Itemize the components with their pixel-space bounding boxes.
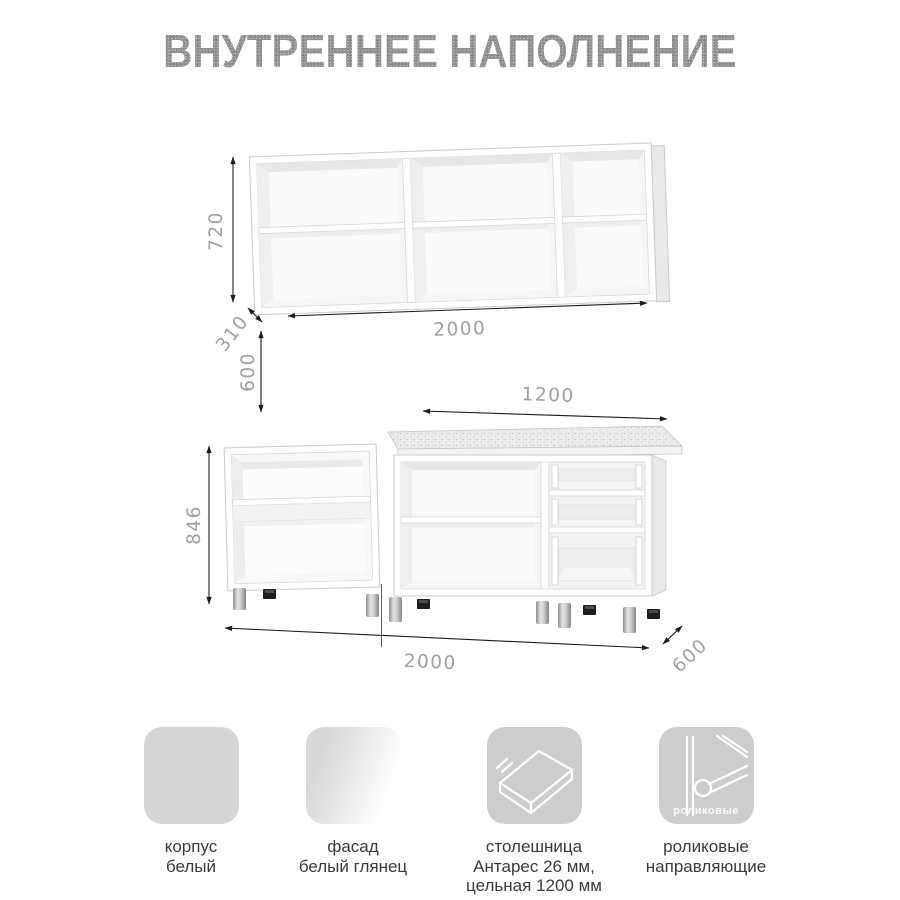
dim-upper-depth: 310 [212, 311, 254, 356]
page-title-text: ВНУТРЕННЕЕ НАПОЛНЕНИЕ [163, 25, 737, 77]
roller-guides-icon-text: роликовые [673, 805, 739, 817]
dim-lower-height: 846 [184, 505, 205, 545]
roller-guides-icon [659, 727, 754, 824]
dim-lower-width: 2000 [403, 650, 458, 675]
feature-roller-label: роликовые направляющие [645, 837, 767, 876]
gloss-facade-swatch [306, 727, 401, 824]
feature-countertop-label: столешница Антарес 26 мм, цельная 1200 мм [466, 837, 602, 895]
feature-facade-label: фасад белый глянец [298, 837, 408, 876]
dim-lower-depth: 600 [668, 634, 713, 678]
dim-upper-width: 2000 [432, 318, 487, 341]
upper-cabinet-drawing [249, 142, 669, 315]
lower-cabinet-right-module [388, 426, 682, 596]
feature-facade [272, 727, 434, 876]
countertop-icon [487, 727, 582, 824]
dim-countertop-width: 1200 [521, 384, 576, 407]
countertop-slab-drawing [487, 727, 582, 824]
white-body-swatch [144, 727, 239, 824]
dim-upper-height: 720 [206, 211, 227, 251]
dim-wall-gap: 600 [238, 352, 259, 392]
lower-cabinet-left-module [224, 444, 380, 591]
feature-body-color [110, 727, 272, 876]
feature-body-label: корпус белый [164, 837, 218, 876]
feature-countertop [453, 727, 615, 896]
feature-roller-guides [625, 727, 787, 876]
